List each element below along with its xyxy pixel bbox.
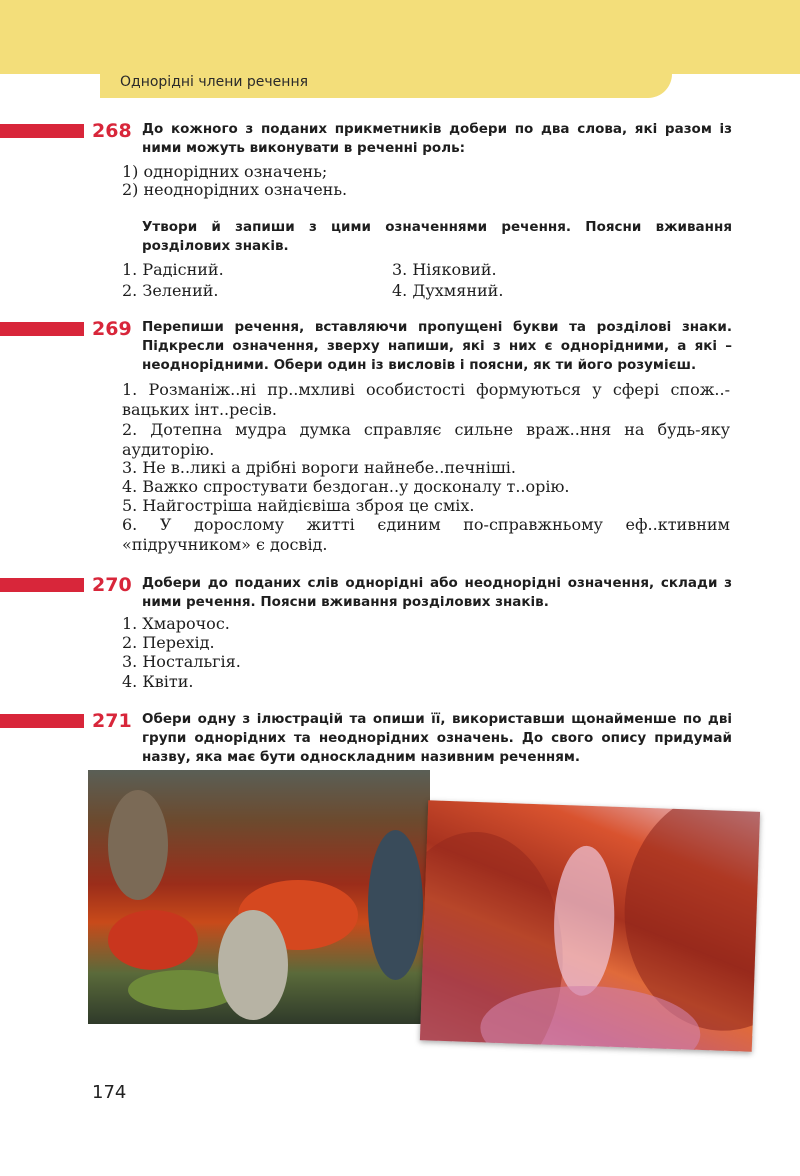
exercise-number: 270 (92, 574, 132, 596)
canyon-photo (420, 800, 760, 1051)
word-item: 4. Квіти. (122, 672, 194, 691)
option-item: 1) однорідних означень; (122, 162, 328, 181)
vendor-figure (108, 790, 168, 900)
exercise-number: 268 (92, 120, 132, 142)
sentence-item: 3. Не в..ликі a дрібні вороги найнебе..печніші. (122, 458, 516, 477)
exercise-task: Утвори й запиши з цими означеннями речення. Поясни вживання розділових знаків. (142, 219, 732, 254)
market-photo (88, 770, 430, 1024)
word-item: 1. Хмарочос. (122, 614, 230, 633)
word-item: 3. Ніяковий. (392, 260, 497, 279)
page-header (0, 0, 800, 100)
exercise-number: 269 (92, 318, 132, 340)
exercise-task: До кожного з поданих прикметників добери по два слова, які разом із ними можуть виконувати в реченні роль: (142, 121, 732, 156)
word-item: 2. Зелений. (122, 281, 219, 300)
word-item: 4. Духмяний. (392, 281, 504, 300)
sentence-item: 6. У дорослому житті єдиним по-справжньому еф..ктивним «підручником» є досвід. (122, 515, 730, 554)
word-item: 2. Перехід. (122, 633, 215, 652)
exercise-marker-bar (0, 124, 84, 138)
exercise-task: Обери одну з ілюстрацій та опиши її, використавши щонайменше по дві групи однорідних та неоднорідних означень. До свого опису придумай назву, яка має бути односкладним називним реченням. (142, 711, 732, 765)
sentence-item: 5. Найгостріша найдієвіша зброя це сміх. (122, 496, 475, 515)
tomatoes-blob (108, 910, 198, 970)
word-item: 1. Радісний. (122, 260, 224, 279)
option-item: 2) неоднорідних означень. (122, 180, 348, 199)
sky-gap (552, 845, 617, 997)
exercise-marker-bar (0, 714, 84, 728)
sentence-item: 1. Розманіж..ні пр..мхливі особистості формуються у сфері спож..-вацьких інт..ресів. (122, 380, 730, 419)
section-title: Однорідні члени речення (120, 74, 309, 90)
page-number: 174 (92, 1082, 127, 1103)
exercise-marker-bar (0, 578, 84, 592)
exercise-marker-bar (0, 322, 84, 336)
word-item: 3. Ностальгія. (122, 652, 241, 671)
shopper-figure (218, 910, 288, 1020)
sentence-item: 2. Дотепна мудра думка справляє сильне враж..ння на будь-яку аудиторію. (122, 420, 730, 459)
exercise-task: Перепиши речення, вставляючи пропущені букви та розділові знаки. Підкресли означення, зверху напиши, які з них є однорідними, а які – неоднорідними. Обери один із висловів і поясни, як ти його розумієш. (142, 319, 732, 373)
exercise-task: Добери до поданих слів однорідні або неоднорідні означення, склади з ними речення. Поясни вживання розділових знаків. (142, 575, 732, 610)
exercise-number: 271 (92, 710, 132, 732)
sentence-item: 4. Важко спростувати бездоган..у досконалу т..орію. (122, 477, 570, 496)
woman-figure (368, 830, 423, 980)
